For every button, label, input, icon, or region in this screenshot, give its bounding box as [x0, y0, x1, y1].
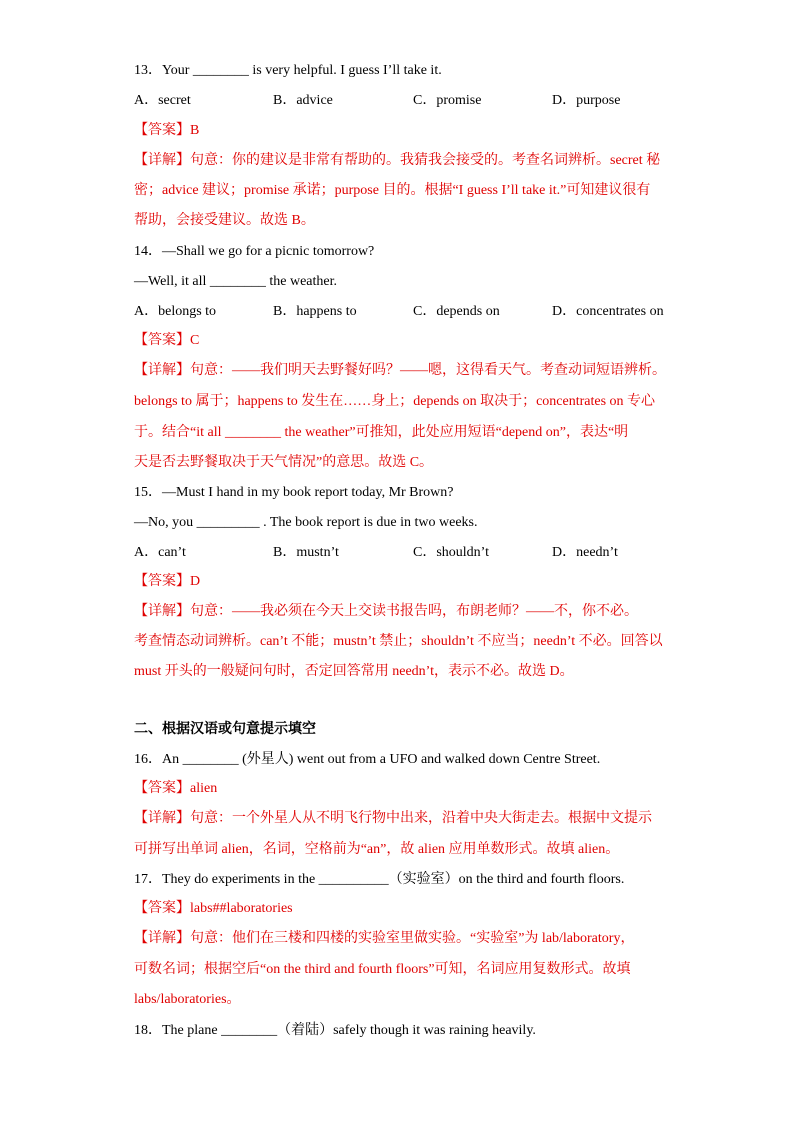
- q14-explain-line: 【详解】句意：——我们明天去野餐好吗？——嗯，这得看天气。考查动词短语辨析。: [134, 363, 666, 378]
- q13-explain-line: 帮助，会接受建议。故选 B。: [134, 213, 315, 228]
- q14-option-b: B．happens to: [273, 304, 357, 319]
- q14-option-c: C．depends on: [413, 304, 500, 319]
- q13-option-b: B．advice: [273, 93, 333, 108]
- q14-option-d: D．concentrates on: [552, 304, 664, 319]
- q14-explain-line: 于。结合“it all ________ the weather”可推知，此处应用短语“depend on”，表达“明: [134, 425, 629, 440]
- q13-stem: 13．Your ________ is very helpful. I guess I’ll take it.: [134, 63, 442, 78]
- q17-stem: 17．They do experiments in the __________（实验室）on the third and fourth floors.: [134, 872, 625, 887]
- q17-explain-line: 【详解】句意：他们在三楼和四楼的实验室里做实验。“实验室”为 lab/laboratory，: [134, 931, 635, 946]
- q16-explain-line: 可拼写出单词 alien，名词，空格前为“an”，故 alien 应用单数形式。故填 alien。: [134, 842, 620, 857]
- q13-option-c: C．promise: [413, 93, 482, 108]
- q13-option-d: D．purpose: [552, 93, 621, 108]
- q18-stem: 18．The plane ________（着陆）safely though it was raining heavily.: [134, 1023, 536, 1038]
- q16-explain-line: 【详解】句意：一个外星人从不明飞行物中出来，沿着中央大街走去。根据中文提示: [134, 811, 652, 826]
- q15-explain-line: must 开头的一般疑问句时，否定回答常用 needn’t，表示不必。故选 D。: [134, 664, 574, 679]
- q17-explain-line: labs/laboratories。: [134, 992, 241, 1007]
- q16-answer: 【答案】alien: [134, 781, 218, 796]
- q14-option-a: A．belongs to: [134, 304, 217, 319]
- q14-explain-line: belongs to 属于；happens to 发生在……身上；depends on 取决于；concentrates on 专心: [134, 394, 656, 409]
- q15-stem: 15．—Must I hand in my book report today, Mr Brown?: [134, 485, 454, 500]
- q13-explain-line: 密；advice 建议；promise 承诺；purpose 目的。根据“I guess I’ll take it.”可知建议很有: [134, 183, 651, 198]
- q14-answer: 【答案】C: [134, 333, 200, 348]
- q15-answer: 【答案】D: [134, 574, 201, 589]
- q14-stem: 14．—Shall we go for a picnic tomorrow?: [134, 244, 375, 259]
- q14-explain-line: 天是否去野餐取决于天气情况”的意思。故选 C。: [134, 455, 434, 470]
- q13-option-a: A．secret: [134, 93, 191, 108]
- q15-explain-line: 考查情态动词辨析。can’t 不能；mustn’t 禁止；shouldn’t 不应当；needn’t 不必。回答以: [134, 634, 663, 649]
- section-heading: 二、根据汉语或句意提示填空: [134, 722, 316, 737]
- q13-answer: 【答案】B: [134, 123, 200, 138]
- q15-option-d: D．needn’t: [552, 545, 618, 560]
- q15-option-b: B．mustn’t: [273, 545, 339, 560]
- q17-explain-line: 可数名词；根据空后“on the third and fourth floors”可知，名词应用复数形式。故填: [134, 962, 631, 977]
- q15-option-a: A．can’t: [134, 545, 186, 560]
- q15-stem-reply: —No, you _________ . The book report is due in two weeks.: [134, 515, 478, 530]
- q16-stem: 16．An ________ (外星人) went out from a UFO and walked down Centre Street.: [134, 752, 601, 767]
- q15-option-c: C．shouldn’t: [413, 545, 489, 560]
- q13-explain-line: 【详解】句意：你的建议是非常有帮助的。我猜我会接受的。考查名词辨析。secret 秘: [134, 153, 661, 168]
- q15-explain-line: 【详解】句意：——我必须在今天上交读书报告吗，布朗老师？——不，你不必。: [134, 604, 638, 619]
- q17-answer: 【答案】labs##laboratories: [134, 901, 293, 916]
- q14-stem-reply: —Well, it all ________ the weather.: [134, 274, 337, 289]
